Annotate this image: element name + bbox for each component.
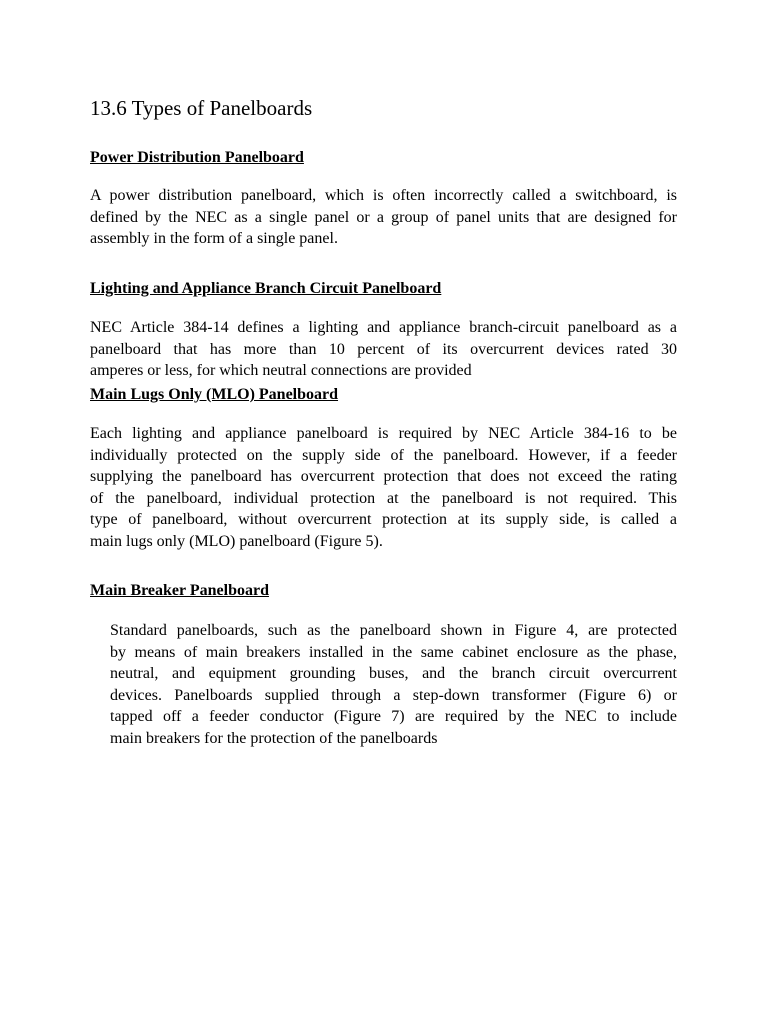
section-body-power-distribution <box>90 185 677 250</box>
paragraph-line: devices. Panelboards supplied through a step-down transformer (Figure 6) or <box>110 686 677 704</box>
paragraph-line: amperes or less, for which neutral connections are provided <box>90 362 472 380</box>
section-heading-main-breaker: Main Breaker Panelboard <box>90 582 269 599</box>
page-title: 13.6 Types of Panelboards <box>90 96 313 120</box>
paragraph-line: supplying the panelboard has overcurrent protection that does not exceed the rating <box>90 468 677 486</box>
paragraph-line: neutral, and equipment grounding buses, and the branch circuit overcurrent <box>110 665 677 683</box>
paragraph-line: defined by the NEC as a single panel or a group of panel units that are designed for <box>90 208 677 226</box>
paragraph-line: Standard panelboards, such as the panelboard shown in Figure 4, are protected <box>110 622 677 639</box>
paragraph-line: individually protected on the supply side of the panelboard. However, if a feeder <box>90 446 677 464</box>
section-heading-main-lugs-only: Main Lugs Only (MLO) Panelboard <box>90 386 339 403</box>
paragraph-line: Each lighting and appliance panelboard is required by NEC Article 384-16 to be <box>90 425 677 442</box>
paragraph-line: main breakers for the protection of the panelboards <box>110 729 438 747</box>
paragraph-line: panelboard that has more than 10 percent of its overcurrent devices rated 30 <box>90 340 677 358</box>
paragraph-line: NEC Article 384-14 defines a lighting and appliance branch-circuit panelboard as a <box>90 319 677 336</box>
paragraph-line: type of panelboard, without overcurrent protection at its supply side, is called a <box>90 511 677 529</box>
paragraph-line: by means of main breakers installed in the same cabinet enclosure as the phase, <box>110 643 677 661</box>
section-body-main-breaker <box>110 620 677 750</box>
section-heading-power-distribution: Power Distribution Panelboard <box>90 149 304 166</box>
paragraph-line: tapped off a feeder conductor (Figure 7) are required by the NEC to include <box>110 708 677 726</box>
section-body-lighting-appliance <box>90 317 677 382</box>
paragraph-line: main lugs only (MLO) panelboard (Figure 5). <box>90 532 383 550</box>
section-heading-lighting-appliance: Lighting and Appliance Branch Circuit Panelboard <box>90 280 442 297</box>
paragraph-line: assembly in the form of a single panel. <box>90 230 338 248</box>
section-body-main-lugs-only <box>90 423 677 553</box>
paragraph-line: A power distribution panelboard, which is often incorrectly called a switchboard, is <box>90 187 677 204</box>
paragraph-line: of the panelboard, individual protection at the panelboard is not required. This <box>90 489 677 507</box>
